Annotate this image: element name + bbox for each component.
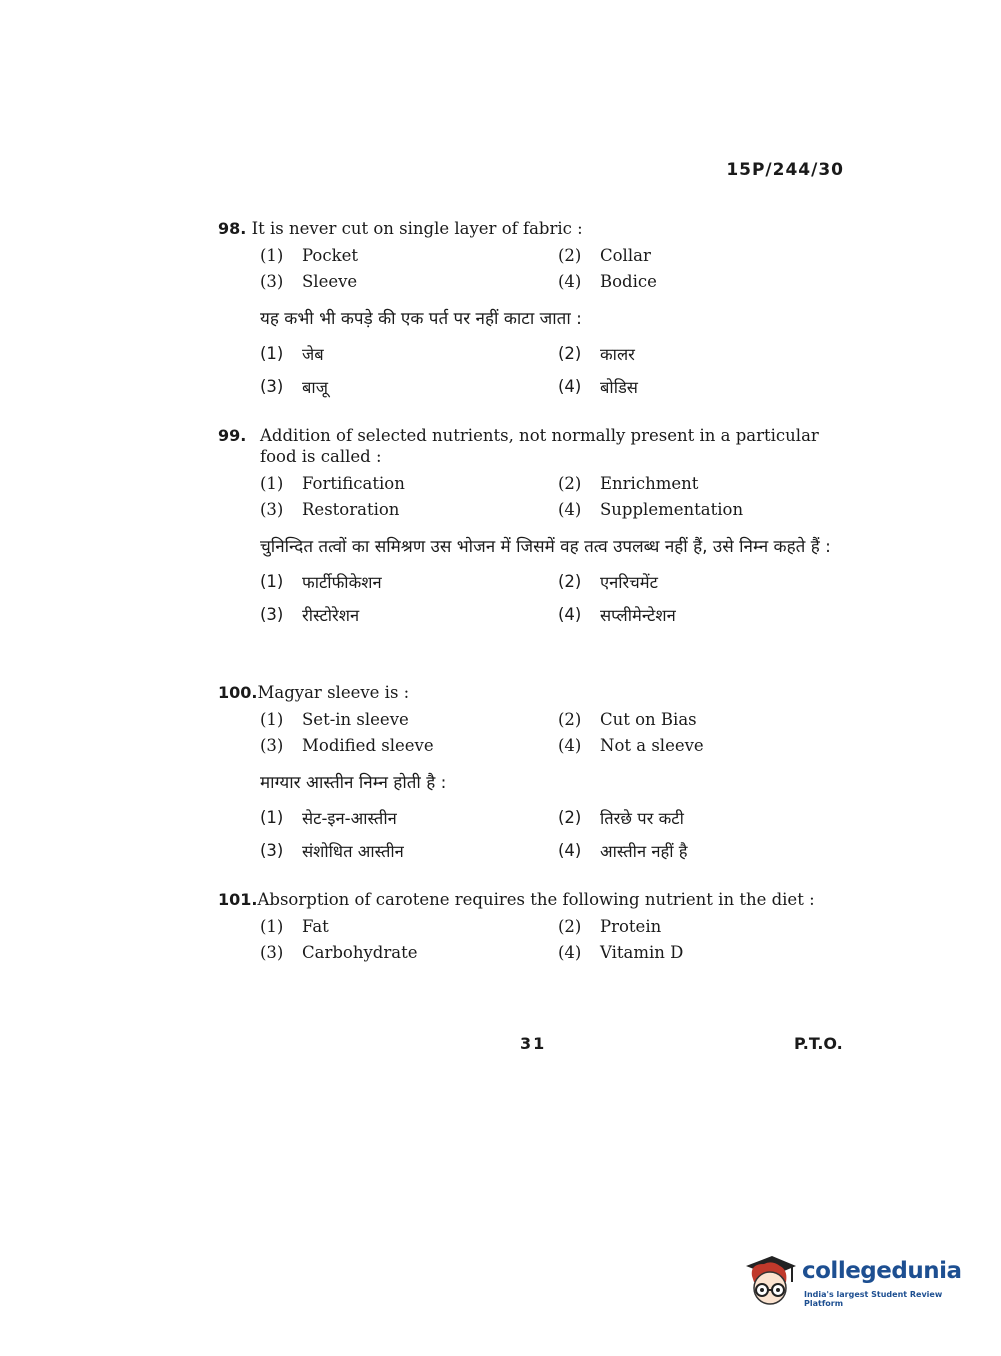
collegedunia-logo [742,1250,972,1310]
option: (2) एनरिचमेंट [558,572,658,592]
options-en [260,706,848,758]
option: (4) Not a sleeve [558,735,704,755]
question-101 [218,889,848,965]
options-en [260,913,848,965]
options-hi [260,565,848,631]
option: (2) Enrichment [558,473,699,493]
option: (3) रीस्टोरेशन [260,605,360,625]
option: (2) Collar [558,245,651,265]
question-text-hi: चुनिन्दित तत्वों का समिश्रण उस भोजन में जिसमें वह तत्व उपलब्ध नहीं हैं, उसे निम्न कहते हैं : [260,537,831,557]
option: (1) Pocket [260,245,359,265]
question-text-en: Absorption of carotene requires the following nutrient in the diet : [257,890,815,909]
option: (3) बाजू [260,377,328,397]
question-text-hi: यह कभी भी कपड़े की एक पर्त पर नहीं काटा जाता : [260,309,582,329]
option: (2) Protein [558,916,662,936]
option: (2) कालर [558,344,635,364]
question-99 [218,425,848,631]
question-text-en: Addition of selected nutrients, not normally present in a particular food is called : [260,426,819,466]
option: (3) संशोधित आस्तीन [260,841,404,861]
question-number: 100. [218,683,258,702]
brand-tagline: India's largest Student Review Platform [804,1290,943,1308]
option: (1) फार्टीफीकेशन [260,572,382,592]
option: (2) तिरछे पर कटी [558,808,684,828]
option: (4) Bodice [558,271,657,291]
question-text-en: Magyar sleeve is : [257,683,410,702]
question-number: 98. [218,219,247,238]
options-hi [260,801,848,867]
pto-label: P.T.O. [794,1034,843,1053]
question-100 [218,682,848,867]
option: (2) Cut on Bias [558,709,697,729]
options-en [260,470,848,522]
options-hi [260,337,848,403]
question-number: 99. [218,426,247,445]
option: (1) Fat [260,916,329,936]
question-text-en: It is never cut on single layer of fabric : [251,219,583,238]
option: (1) Set-in sleeve [260,709,409,729]
option: (3) Carbohydrate [260,942,418,962]
question-text-hi: माग्यार आस्तीन निम्न होती है : [260,773,447,793]
brand-name: collegedunia [802,1258,962,1284]
option: (3) Restoration [260,499,400,519]
option: (3) Sleeve [260,271,358,291]
option: (1) जेब [260,344,324,364]
options-en [260,242,848,294]
page-number: 31 [520,1034,547,1053]
option: (4) बोडिस [558,377,638,397]
option: (4) सप्लीमेन्टेशन [558,605,676,625]
option: (4) आस्तीन नहीं है [558,841,688,861]
question-98 [218,218,848,403]
option: (3) Modified sleeve [260,735,434,755]
option: (1) सेट-इन-आस्तीन [260,808,397,828]
paper-code: 15P/244/30 [726,160,844,180]
option: (1) Fortification [260,473,405,493]
option: (4) Supplementation [558,499,744,519]
option: (4) Vitamin D [558,942,684,962]
mascot-icon [742,1252,798,1308]
question-number: 101. [218,890,258,909]
